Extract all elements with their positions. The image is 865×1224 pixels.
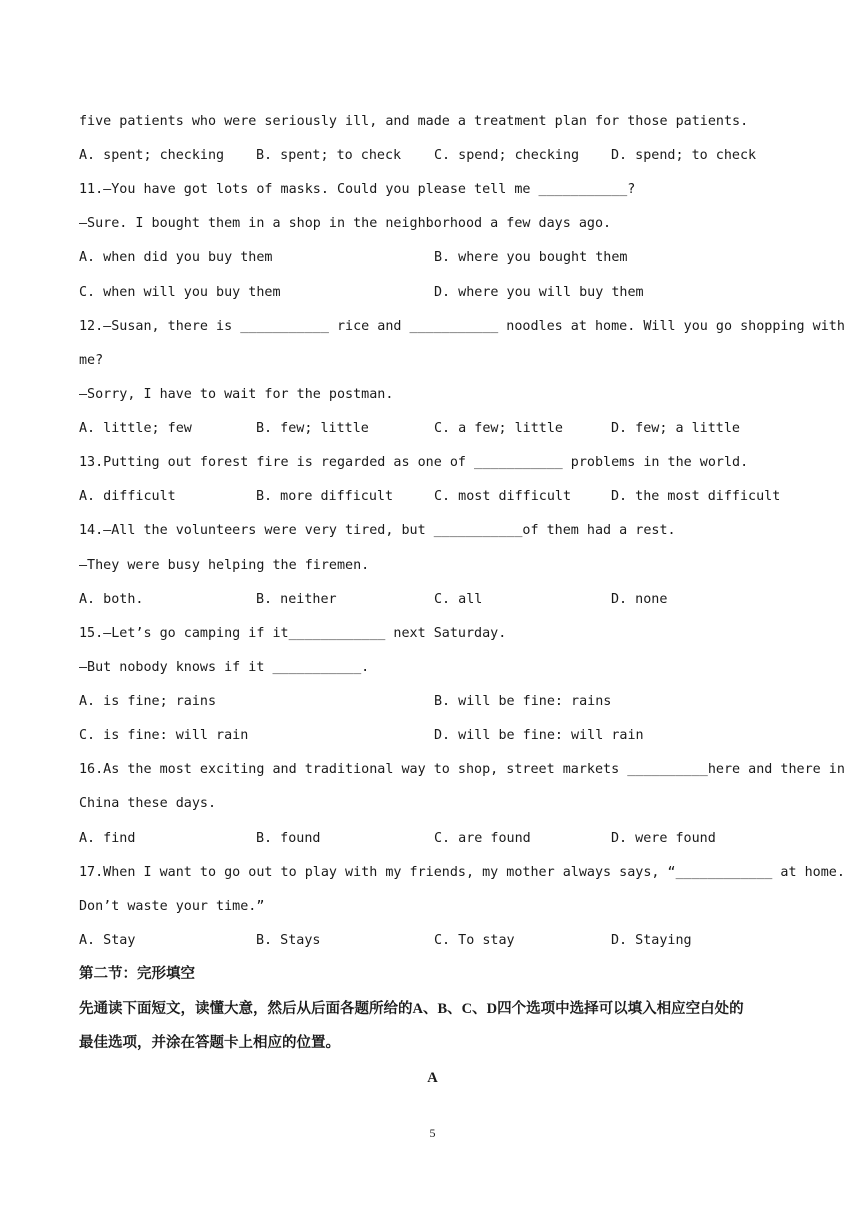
section-title: 第二节：完形填空 (79, 966, 195, 982)
question-13-options (79, 488, 805, 506)
option-b: B. few; little (256, 421, 369, 436)
section-instruction-line1: 先通读下面短文，读懂大意，然后从后面各题所给的A、B、C、D四个选项中选择可以填入相应空白处的 (79, 1001, 744, 1017)
option-c: C. To stay (434, 933, 515, 948)
option-d: D. where you will buy them (434, 285, 644, 300)
option-b: B. Stays (256, 933, 321, 948)
question-14-text: 14.—All the volunteers were very tired, but ___________of them had a rest. (79, 523, 676, 538)
option-c: C. most difficult (434, 489, 572, 504)
question-15-options-row2 (79, 727, 805, 745)
option-d: D. few; a little (611, 421, 740, 436)
question-17-text-cont: Don’t waste your time.” (79, 899, 265, 914)
question-11-options-row1 (79, 249, 805, 267)
question-11-reply: —Sure. I bought them in a shop in the neighborhood a few days ago. (79, 216, 612, 231)
option-d: D. Staying (611, 933, 692, 948)
option-c: C. all (434, 592, 483, 607)
option-b: B. will be fine: rains (434, 694, 612, 709)
question-10-options (79, 147, 805, 165)
option-a: A. is fine; rains (79, 694, 217, 709)
option-b: B. more difficult (256, 489, 394, 504)
section-instruction-line2: 最佳选项，并涂在答题卡上相应的位置。 (79, 1035, 340, 1051)
question-11-text: 11.—You have got lots of masks. Could you please tell me ___________? (79, 182, 636, 197)
option-d: D. will be fine: will rain (434, 728, 644, 743)
option-d: D. spend; to check (611, 148, 757, 163)
passage-label: A (427, 1070, 438, 1086)
question-12-options (79, 420, 805, 438)
question-16-text-cont: China these days. (79, 796, 217, 811)
question-10-text-end: five patients who were seriously ill, and made a treatment plan for those patients. (79, 114, 749, 129)
option-c: C. are found (434, 831, 531, 846)
option-b: B. where you bought them (434, 250, 628, 265)
question-16-text: 16.As the most exciting and traditional way to shop, street markets __________here and there in (79, 762, 845, 777)
question-13-text: 13.Putting out forest fire is regarded as one of ___________ problems in the world. (79, 455, 749, 470)
question-17-text: 17.When I want to go out to play with my friends, my mother always says, “____________ at home. (79, 865, 845, 880)
option-a: A. difficult (79, 489, 176, 504)
question-17-options (79, 932, 805, 950)
option-c: C. when will you buy them (79, 285, 281, 300)
option-b: B. spent; to check (256, 148, 402, 163)
question-14-reply: —They were busy helping the firemen. (79, 558, 370, 573)
question-12-text: 12.—Susan, there is ___________ rice and ___________ noodles at home. Will you go shopping with (79, 319, 845, 334)
option-a: A. little; few (79, 421, 192, 436)
option-d: D. the most difficult (611, 489, 781, 504)
question-11-options-row2 (79, 284, 805, 302)
option-a: A. Stay (79, 933, 136, 948)
option-a: A. both. (79, 592, 144, 607)
question-15-reply: —But nobody knows if it ___________. (79, 660, 370, 675)
question-16-options (79, 830, 805, 848)
question-15-options-row1 (79, 693, 805, 711)
option-a: A. find (79, 831, 136, 846)
option-c: C. is fine: will rain (79, 728, 249, 743)
option-d: D. were found (611, 831, 716, 846)
option-c: C. spend; checking (434, 148, 580, 163)
page-number: 5 (429, 1126, 436, 1140)
option-b: B. neither (256, 592, 337, 607)
option-c: C. a few; little (434, 421, 563, 436)
option-a: A. spent; checking (79, 148, 225, 163)
question-14-options (79, 591, 805, 609)
option-b: B. found (256, 831, 321, 846)
option-d: D. none (611, 592, 668, 607)
question-15-text: 15.—Let’s go camping if it____________ next Saturday. (79, 626, 507, 641)
question-12-reply: —Sorry, I have to wait for the postman. (79, 387, 394, 402)
question-12-text-cont: me? (79, 353, 104, 368)
option-a: A. when did you buy them (79, 250, 273, 265)
